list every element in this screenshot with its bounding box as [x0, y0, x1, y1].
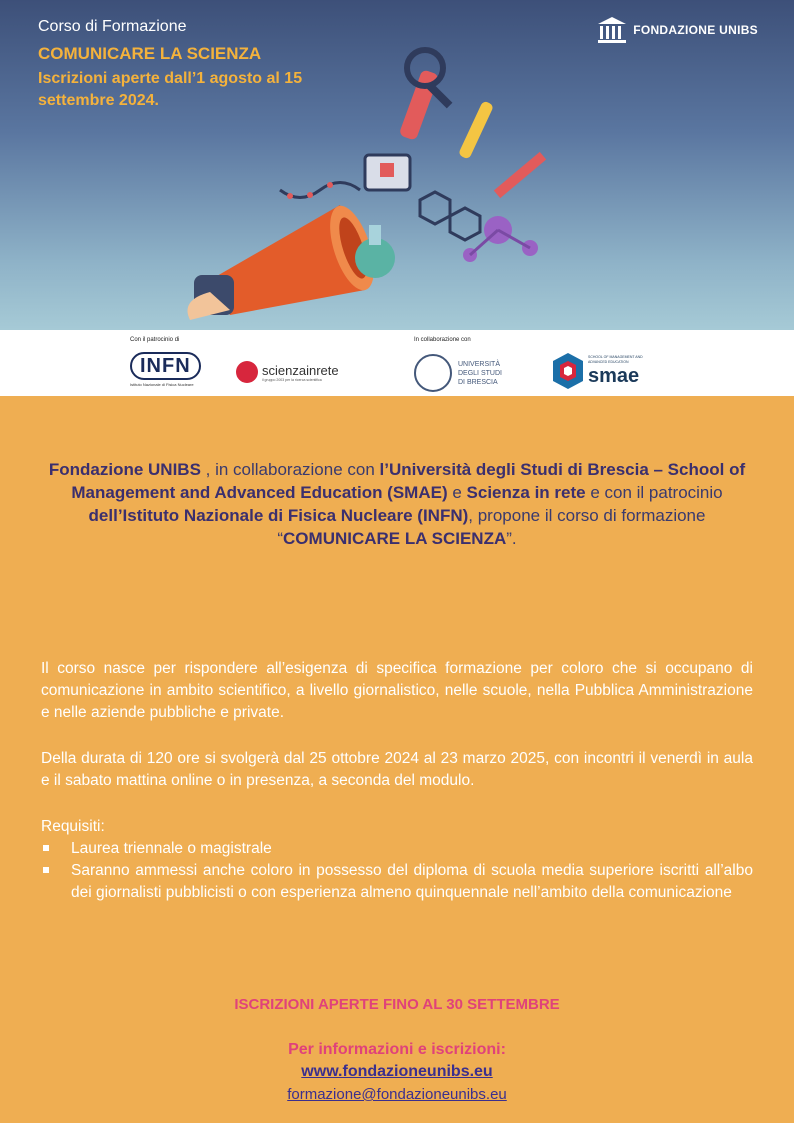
- hero-banner: [0, 0, 794, 330]
- scienzainrete-logo: [236, 361, 339, 383]
- intro-scienza: Scienza in rete: [466, 483, 586, 502]
- intro-text-1: , in collaborazione con: [200, 460, 380, 479]
- collab-caption: In collaborazione con: [414, 337, 471, 343]
- intro-text-3: e con il patrocinio: [585, 483, 723, 502]
- square-bullet-icon: [43, 867, 49, 873]
- unibs-logo: [414, 354, 502, 392]
- infn-logo-text: INFN: [130, 352, 201, 380]
- columns-icon: [597, 16, 627, 44]
- smae-logo-text: smae: [588, 365, 640, 387]
- scienzainrete-logo-subtext: il gruppo 2003 per la ricerca scientifica: [262, 377, 322, 382]
- infn-logo: [130, 352, 201, 387]
- body-paragraph-2: Della durata di 120 ore si svolgerà dal 25 ottobre 2024 al 23 marzo 2025, con incontri il venerdì in aula e il sabato mattina online o in presenza, a seconda del modulo.: [41, 750, 753, 789]
- intro-text-4: , propone il corso di formazione: [468, 506, 706, 525]
- requirement-text: Saranno ammessi anche coloro in possesso del diploma di scuola media superiore iscritti all’albo dei giornalisti pubblicisti o con esperienza almeno quinquennale nell’ambito della comunicazione: [71, 862, 753, 901]
- unibs-line-1: UNIVERSITÀ: [458, 360, 501, 368]
- intro-infn: dell’Istituto Nazionale di Fisica Nucleare (INFN): [88, 506, 469, 525]
- science-megaphone-illustration: [170, 30, 590, 330]
- hero-subtitle: Iscrizioni aperte dall’1 agosto al 15 settembre 2024.: [38, 70, 303, 109]
- intro-quote-open: “: [277, 529, 284, 548]
- list-item: [41, 860, 753, 904]
- hero-title: COMUNICARE LA SCIENZA: [38, 44, 262, 63]
- info-heading: Per informazioni e iscrizioni:: [288, 1041, 506, 1058]
- scienzainrete-mark: [236, 361, 258, 383]
- deadline-banner: ISCRIZIONI APERTE FINO AL 30 SETTEMBRE: [234, 996, 560, 1013]
- intro-university: l’Università degli Studi di Brescia – School of Management and Advanced Education (SMAE): [71, 460, 746, 502]
- intro-course-name: COMUNICARE LA SCIENZA: [283, 529, 507, 548]
- smae-logo-small-text: SCHOOL OF MANAGEMENT AND ADVANCED EDUCATION: [588, 355, 643, 364]
- fondazione-unibs-logo: [597, 16, 758, 44]
- partner-logos-strip: [0, 330, 794, 396]
- intro-paragraph: [40, 458, 754, 550]
- website-link[interactable]: www.fondazioneunibs.eu: [301, 1063, 493, 1080]
- infn-logo-subtext: Istituto Nazionale di Fisica Nucleare: [130, 382, 194, 387]
- brand-name: FONDAZIONE UNIBS: [633, 23, 758, 37]
- requirements-list: [41, 838, 753, 904]
- scienzainrete-logo-text: scienzainrete: [262, 362, 339, 378]
- email-link[interactable]: formazione@fondazioneunibs.eu: [287, 1086, 507, 1103]
- smae-logo: [552, 352, 662, 390]
- unibs-line-2: DEGLI STUDI: [458, 369, 502, 377]
- intro-text-2: e: [447, 483, 467, 502]
- email-line: [0, 1086, 794, 1103]
- smae-mark-icon: [552, 352, 584, 390]
- list-item: [41, 838, 753, 860]
- website-line: [0, 1063, 794, 1081]
- requirements-title: Requisiti:: [41, 818, 105, 835]
- intro-fondazione: Fondazione UNIBS: [48, 460, 201, 479]
- main-content: [0, 396, 794, 1123]
- body-paragraph-1: Il corso nasce per rispondere all’esigenza di specifica formazione per coloro che si occupano di comunicazione in ambito scientifico, a livello giornalistico, nelle scuole, nella Pubblica Amministrazione e nelle aziende pubbliche e private.: [41, 660, 753, 721]
- requirement-text: Laurea triennale o magistrale: [71, 840, 272, 857]
- intro-quote-close: ”.: [506, 529, 517, 548]
- patronage-caption: Con il patrocinio di: [130, 337, 180, 343]
- unibs-line-3: DI BRESCIA: [458, 378, 498, 386]
- square-bullet-icon: [43, 845, 49, 851]
- unibs-seal: [414, 354, 452, 392]
- hero-kicker: Corso di Formazione: [38, 18, 187, 35]
